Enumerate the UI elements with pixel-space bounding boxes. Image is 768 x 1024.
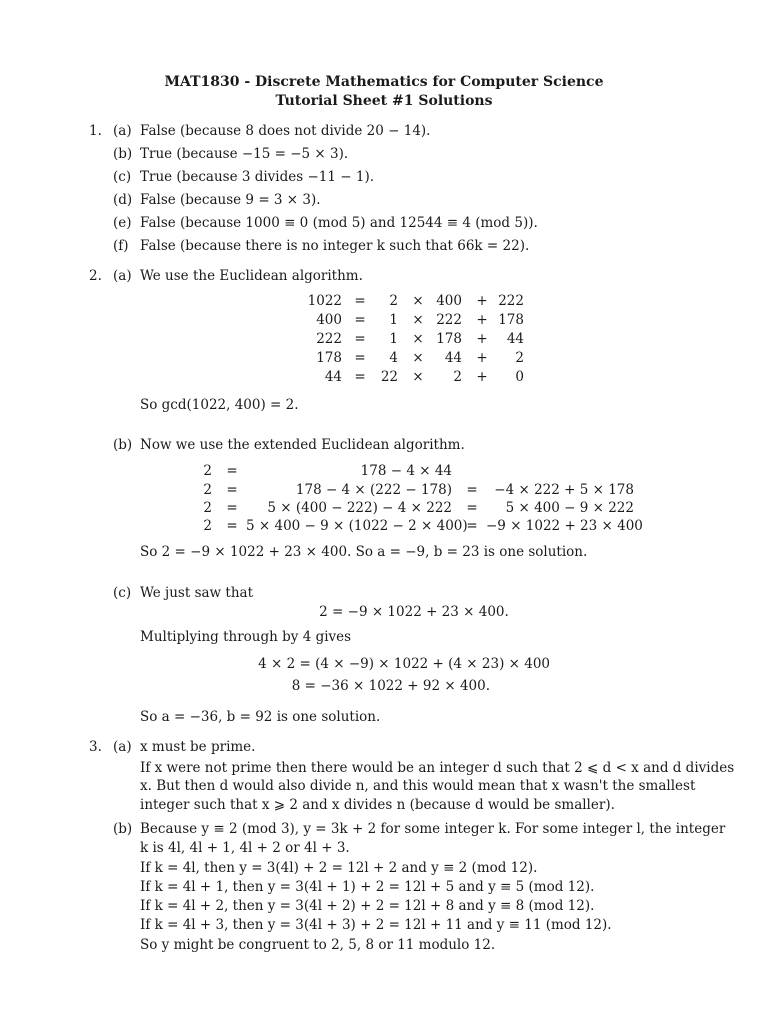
question-2-number: 2. bbox=[89, 268, 102, 284]
euclid-cell: 222 bbox=[316, 331, 342, 347]
q1-f-text: False (because there is no integer k such that 66k = 22). bbox=[140, 238, 530, 254]
q2-a-conclusion: So gcd(1022, 400) = 2. bbox=[140, 397, 299, 413]
q3-a-label: (a) bbox=[113, 739, 132, 755]
q2-c-equation: 2 = −9 × 1022 + 23 × 400. bbox=[319, 604, 509, 620]
euclid-cell: 178 bbox=[436, 331, 462, 347]
euclid-cell: 44 bbox=[444, 350, 462, 366]
q2-b-label: (b) bbox=[113, 437, 133, 453]
ext-euclid-cell: = bbox=[226, 500, 238, 516]
q1-d-label: (d) bbox=[113, 192, 133, 208]
q3-b-line: If k = 4l + 3, then y = 3(4l + 3) + 2 = 12l + 11 and y ≡ 11 (mod 12). bbox=[140, 917, 612, 933]
euclid-cell: = bbox=[354, 350, 366, 366]
q2-a-label: (a) bbox=[113, 268, 132, 284]
euclid-cell: × bbox=[412, 369, 424, 385]
q3-a-line: integer such that x ⩾ 2 and x divides n (because d would be smaller). bbox=[140, 797, 615, 813]
q1-a-text: False (because 8 does not divide 20 − 14). bbox=[140, 123, 431, 139]
euclid-cell: 4 bbox=[389, 350, 398, 366]
ext-euclid-cell: 2 bbox=[203, 463, 212, 479]
q3-b-label: (b) bbox=[113, 821, 133, 837]
euclid-cell: 2 bbox=[389, 293, 398, 309]
q1-c-text: True (because 3 divides −11 − 1). bbox=[140, 169, 375, 185]
euclid-cell: 2 bbox=[515, 350, 524, 366]
q1-e-text: False (because 1000 ≡ 0 (mod 5) and 12544 ≡ 4 (mod 5)). bbox=[140, 215, 538, 231]
ext-euclid-cell: = bbox=[466, 500, 478, 516]
euclid-cell: 400 bbox=[316, 312, 342, 328]
euclid-cell: + bbox=[476, 331, 488, 347]
q3-a-line: x must be prime. bbox=[140, 739, 256, 755]
euclid-cell: × bbox=[412, 331, 424, 347]
q1-c-label: (c) bbox=[113, 169, 132, 185]
euclid-cell: 1022 bbox=[307, 293, 342, 309]
euclid-cell: 222 bbox=[498, 293, 524, 309]
q3-b-line: k is 4l, 4l + 1, 4l + 2 or 4l + 3. bbox=[140, 840, 350, 856]
document-subtitle: Tutorial Sheet #1 Solutions bbox=[275, 93, 493, 109]
q1-a-label: (a) bbox=[113, 123, 132, 139]
euclid-cell: 1 bbox=[389, 331, 398, 347]
q3-b-line: If k = 4l + 2, then y = 3(4l + 2) + 2 = 12l + 8 and y ≡ 8 (mod 12). bbox=[140, 898, 595, 914]
ext-euclid-cell: = bbox=[226, 463, 238, 479]
q3-b-line: If k = 4l, then y = 3(4l) + 2 = 12l + 2 and y ≡ 2 (mod 12). bbox=[140, 860, 538, 876]
euclid-cell: 1 bbox=[389, 312, 398, 328]
q2-c-equation-3: 8 = −36 × 1022 + 92 × 400. bbox=[291, 678, 490, 694]
document-title: MAT1830 - Discrete Mathematics for Computer Science bbox=[164, 74, 604, 90]
q3-a-line: x. But then d would also divide n, and this would mean that x wasn't the smallest bbox=[140, 778, 696, 794]
euclid-cell: 44 bbox=[324, 369, 342, 385]
ext-euclid-cell: 178 − 4 × (222 − 178) bbox=[295, 482, 452, 498]
q2-c-equation-2: 4 × 2 = (4 × −9) × 1022 + (4 × 23) × 400 bbox=[258, 656, 550, 672]
ext-euclid-cell: −9 × 1022 + 23 × 400 bbox=[486, 518, 643, 534]
q2-b-conclusion: So 2 = −9 × 1022 + 23 × 400. So a = −9, b = 23 is one solution. bbox=[140, 544, 588, 560]
q3-a-line: If x were not prime then there would be an integer d such that 2 ⩽ d < x and d divides bbox=[140, 760, 735, 776]
ext-euclid-cell: = bbox=[466, 518, 478, 534]
euclid-cell: × bbox=[412, 293, 424, 309]
ext-euclid-cell: 2 bbox=[203, 518, 212, 534]
q2-b-intro: Now we use the extended Euclidean algorithm. bbox=[140, 437, 465, 453]
ext-euclid-cell: 178 − 4 × 44 bbox=[360, 463, 452, 479]
euclid-cell: 178 bbox=[316, 350, 342, 366]
euclid-cell: 400 bbox=[436, 293, 462, 309]
question-3-number: 3. bbox=[89, 739, 102, 755]
ext-euclid-cell: 5 × 400 − 9 × 222 bbox=[505, 500, 634, 516]
euclid-cell: 2 bbox=[453, 369, 462, 385]
q1-b-label: (b) bbox=[113, 146, 133, 162]
q3-b-line: So y might be congruent to 2, 5, 8 or 11 modulo 12. bbox=[140, 937, 496, 953]
ext-euclid-cell: = bbox=[466, 482, 478, 498]
ext-euclid-cell: 5 × (400 − 222) − 4 × 222 bbox=[267, 500, 452, 516]
q1-b-text: True (because −15 = −5 × 3). bbox=[140, 146, 349, 162]
q2-a-intro: We use the Euclidean algorithm. bbox=[140, 268, 363, 284]
euclid-cell: = bbox=[354, 331, 366, 347]
ext-euclid-cell: 2 bbox=[203, 500, 212, 516]
ext-euclid-cell: 5 × 400 − 9 × (1022 − 2 × 400) bbox=[246, 518, 468, 534]
euclid-cell: × bbox=[412, 312, 424, 328]
question-1-number: 1. bbox=[89, 123, 102, 139]
q2-c-multiply-text: Multiplying through by 4 gives bbox=[140, 629, 352, 645]
q2-c-conclusion: So a = −36, b = 92 is one solution. bbox=[140, 709, 381, 725]
ext-euclid-cell: = bbox=[226, 482, 238, 498]
q3-b-line: Because y ≡ 2 (mod 3), y = 3k + 2 for some integer k. For some integer l, the integer bbox=[140, 821, 726, 837]
euclid-cell: = bbox=[354, 312, 366, 328]
euclid-cell: 0 bbox=[515, 369, 524, 385]
q1-e-label: (e) bbox=[113, 215, 132, 231]
euclid-cell: + bbox=[476, 350, 488, 366]
q1-d-text: False (because 9 = 3 × 3). bbox=[140, 192, 321, 208]
q2-c-intro: We just saw that bbox=[140, 585, 253, 601]
q3-b-line: If k = 4l + 1, then y = 3(4l + 1) + 2 = 12l + 5 and y ≡ 5 (mod 12). bbox=[140, 879, 595, 895]
euclid-cell: + bbox=[476, 312, 488, 328]
euclid-cell: = bbox=[354, 369, 366, 385]
euclid-cell: 178 bbox=[498, 312, 524, 328]
euclid-cell: 222 bbox=[436, 312, 462, 328]
euclid-cell: × bbox=[412, 350, 424, 366]
q1-f-label: (f) bbox=[113, 238, 129, 254]
euclid-cell: 22 bbox=[380, 369, 398, 385]
ext-euclid-cell: 2 bbox=[203, 482, 212, 498]
euclid-cell: + bbox=[476, 293, 488, 309]
euclid-cell: + bbox=[476, 369, 488, 385]
euclid-cell: 44 bbox=[506, 331, 524, 347]
ext-euclid-cell: −4 × 222 + 5 × 178 bbox=[494, 482, 634, 498]
euclid-cell: = bbox=[354, 293, 366, 309]
ext-euclid-cell: = bbox=[226, 518, 238, 534]
q2-c-label: (c) bbox=[113, 585, 132, 601]
